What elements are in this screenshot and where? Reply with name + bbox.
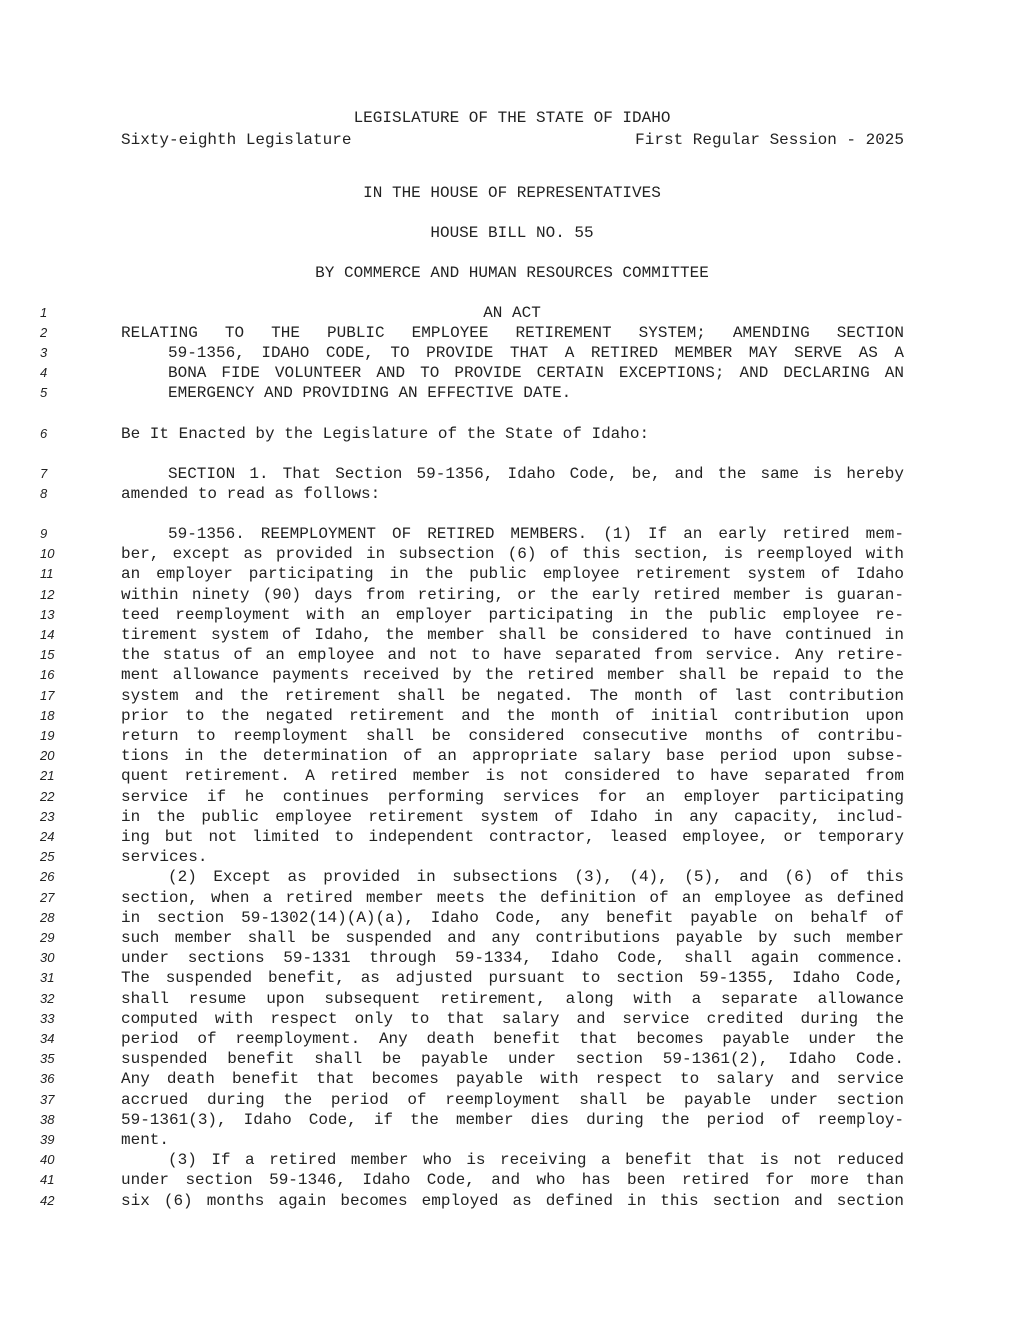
line-number: 8 bbox=[40, 486, 48, 501]
act-title: AN ACT bbox=[483, 304, 541, 322]
line-number: 42 bbox=[40, 1192, 55, 1208]
text-line: under sections 59-1331 through 59-1334, Idaho Code, shall again commence. bbox=[121, 949, 904, 968]
line-number: 12 bbox=[40, 586, 55, 602]
line-number: 11 bbox=[40, 566, 54, 582]
text-line: accrued during the period of reemployment shall be payable under section bbox=[121, 1090, 904, 1109]
text-line: in the public employee retirement system of Idaho in any capacity, includ- bbox=[121, 807, 904, 826]
text-line: 59-1361(3), Idaho Code, if the member dies during the period of reemploy- bbox=[121, 1110, 904, 1129]
session-label: First Regular Session - 2025 bbox=[635, 131, 904, 149]
line-number: 20 bbox=[40, 748, 55, 764]
line-number: 18 bbox=[40, 707, 55, 723]
text-line: ment allowance payments received by the retired member shall be repaid to the bbox=[121, 666, 904, 685]
text-line: teed reemployment with an employer participating in the public employee re- bbox=[121, 605, 904, 624]
line-number: 10 bbox=[40, 546, 55, 562]
line-number: 6 bbox=[40, 426, 48, 441]
text-line: EMERGENCY AND PROVIDING AN EFFECTIVE DATE. bbox=[168, 384, 572, 402]
line-number: 41 bbox=[40, 1172, 55, 1188]
text-line: 59-1356, IDAHO CODE, TO PROVIDE THAT A RETIRED MEMBER MAY SERVE AS A bbox=[168, 344, 904, 362]
line-number: 4 bbox=[40, 365, 48, 380]
text-line: the status of an employee and not to have separated from service. Any retire- bbox=[121, 646, 904, 665]
text-line: tions in the determination of an appropriate salary base period upon subse- bbox=[121, 747, 904, 766]
text-line: BONA FIDE VOLUNTEER AND TO PROVIDE CERTAIN EXCEPTIONS; AND DECLARING AN bbox=[168, 364, 904, 382]
text-line: an employer participating in the public employee retirement system of Idaho bbox=[121, 565, 904, 584]
text-line: six (6) months again becomes employed as defined in this section and section bbox=[121, 1191, 904, 1210]
text-line: quent retirement. A retired member is not considered to have separated from bbox=[121, 767, 904, 786]
text-line: period of reemployment. Any death benefit that becomes payable under the bbox=[121, 1030, 904, 1048]
line-number: 40 bbox=[40, 1152, 55, 1168]
text-line: computed with respect only to that salary and service credited during the bbox=[121, 1009, 904, 1028]
line-number: 15 bbox=[40, 647, 55, 663]
text-line: (3) If a retired member who is receiving a benefit that is not reduced bbox=[168, 1151, 904, 1170]
line-number: 35 bbox=[40, 1051, 55, 1067]
text-line: ber, except as provided in subsection (6) of this section, is reemployed with bbox=[121, 545, 904, 564]
line-number: 24 bbox=[40, 829, 55, 844]
line-number: 34 bbox=[40, 1031, 55, 1046]
line-number: 2 bbox=[40, 325, 48, 340]
line-number: 22 bbox=[40, 788, 55, 804]
line-number: 33 bbox=[40, 1010, 55, 1026]
line-number: 26 bbox=[40, 869, 55, 885]
line-number: 32 bbox=[40, 990, 55, 1006]
text-line: in section 59-1302(14)(A)(a), Idaho Code, any benefit payable on behalf of bbox=[121, 908, 904, 927]
line-number: 28 bbox=[40, 909, 55, 925]
line-number: 19 bbox=[40, 728, 55, 743]
text-line: ing but not limited to independent contractor, leased employee, or temporary bbox=[121, 828, 904, 846]
line-number: 36 bbox=[40, 1071, 55, 1087]
line-number: 38 bbox=[40, 1111, 55, 1127]
line-number: 16 bbox=[40, 667, 55, 683]
line-number: 25 bbox=[40, 849, 55, 865]
text-line: The suspended benefit, as adjusted pursuant to section 59-1355, Idaho Code, bbox=[121, 969, 904, 988]
text-line: amended to read as follows: bbox=[121, 485, 381, 503]
text-line: suspended benefit shall be payable under section 59-1361(2), Idaho Code. bbox=[121, 1050, 904, 1069]
legislature-title: LEGISLATURE OF THE STATE OF IDAHO bbox=[353, 109, 671, 127]
line-number: 39 bbox=[40, 1132, 55, 1147]
line-number: 27 bbox=[40, 889, 55, 905]
text-line: ment. bbox=[121, 1131, 170, 1149]
text-line: RELATING TO THE PUBLIC EMPLOYEE RETIREMENT SYSTEM; AMENDING SECTION bbox=[121, 324, 904, 342]
text-line: Any death benefit that becomes payable with respect to salary and service bbox=[121, 1070, 904, 1089]
text-line: within ninety (90) days from retiring, or the early retired member is guaran- bbox=[121, 585, 904, 604]
text-line: prior to the negated retirement and the month of initial contribution upon bbox=[121, 706, 904, 725]
text-line: SECTION 1. That Section 59-1356, Idaho Code, be, and the same is hereby bbox=[168, 465, 904, 483]
line-number: 17 bbox=[40, 687, 55, 703]
sponsor-label: BY COMMERCE AND HUMAN RESOURCES COMMITTEE bbox=[315, 264, 709, 282]
line-number: 7 bbox=[40, 466, 48, 481]
line-number: 37 bbox=[40, 1091, 55, 1107]
line-number: 23 bbox=[40, 808, 55, 824]
text-line: section, when a retired member meets the definition of an employee as defined bbox=[121, 888, 904, 907]
text-line: shall resume upon subsequent retirement, along with a separate allowance bbox=[121, 989, 904, 1008]
text-line: (2) Except as provided in subsections (3), (4), (5), and (6) of this bbox=[168, 868, 904, 887]
line-number: 21 bbox=[40, 768, 55, 784]
text-line: tirement system of Idaho, the member shall be considered to have continued in bbox=[121, 626, 904, 644]
text-line: return to reemployment shall be considered consecutive months of contribu- bbox=[121, 727, 904, 745]
line-number: 9 bbox=[40, 526, 48, 541]
line-number: 5 bbox=[40, 385, 48, 400]
line-number: 3 bbox=[40, 345, 48, 360]
line-number: 1 bbox=[40, 305, 48, 320]
text-line: service if he continues performing services for an employer participating bbox=[121, 787, 904, 806]
chamber-label: IN THE HOUSE OF REPRESENTATIVES bbox=[363, 184, 661, 202]
text-line: Be It Enacted by the Legislature of the State of Idaho: bbox=[121, 425, 650, 443]
text-line: under section 59-1346, Idaho Code, and who has been retired for more than bbox=[121, 1171, 904, 1190]
legislature-number: Sixty-eighth Legislature bbox=[121, 131, 352, 149]
line-number: 30 bbox=[40, 950, 55, 966]
text-line: system and the retirement shall be negated. The month of last contribution bbox=[121, 686, 904, 705]
line-number: 14 bbox=[40, 627, 55, 642]
text-line: 59-1356. REEMPLOYMENT OF RETIRED MEMBERS. (1) If an early retired mem- bbox=[168, 525, 904, 543]
line-number: 29 bbox=[40, 930, 55, 945]
bill-number: HOUSE BILL NO. 55 bbox=[430, 224, 594, 242]
line-number: 13 bbox=[40, 606, 55, 622]
text-line: such member shall be suspended and any contributions payable by such member bbox=[121, 929, 904, 947]
text-line: services. bbox=[121, 848, 208, 867]
line-number: 31 bbox=[40, 970, 55, 986]
